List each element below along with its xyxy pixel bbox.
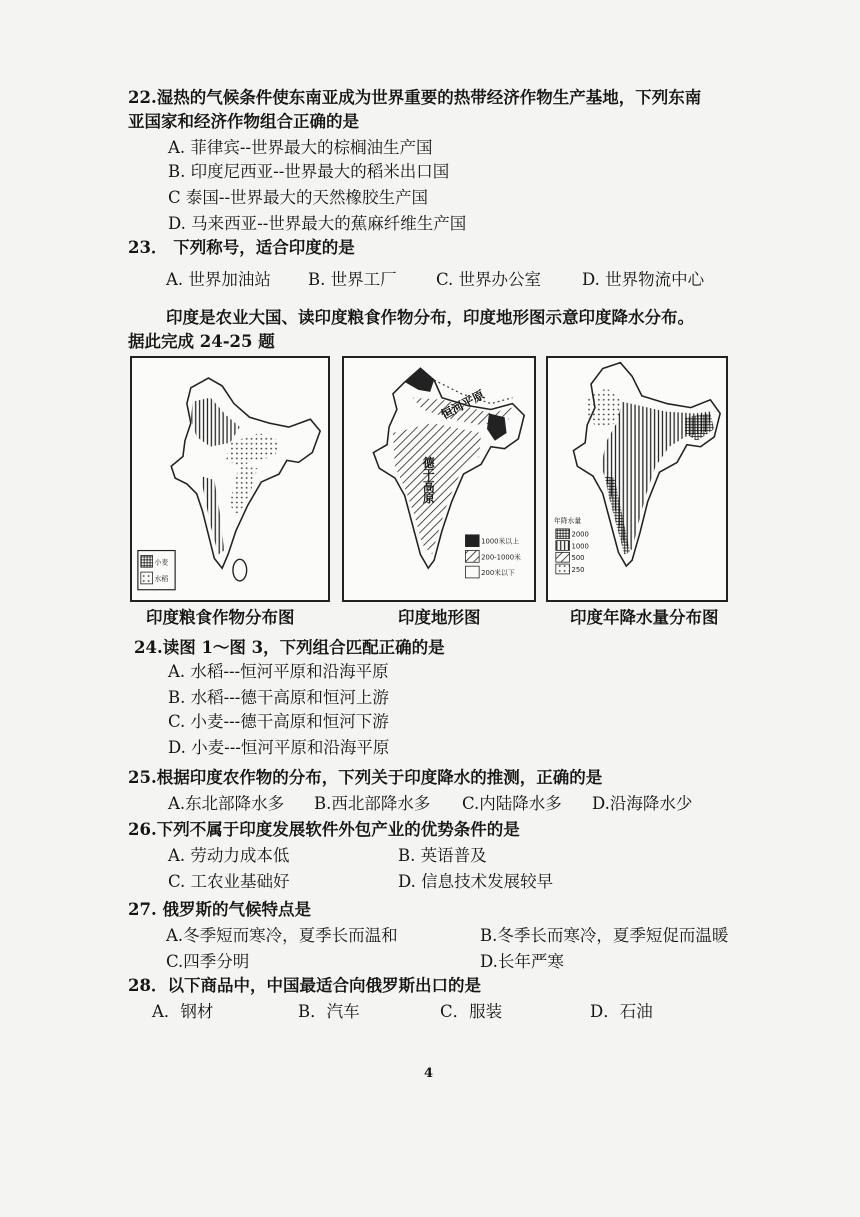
question-23-option-b: B. 世界工厂	[308, 270, 397, 289]
question-23-option-d: D. 世界物流中心	[582, 270, 705, 289]
sri-lanka	[233, 559, 247, 581]
rice-legend-label: 水稻	[154, 574, 169, 583]
question-25-options	[0, 792, 860, 816]
question-23-option-a: A. 世界加油站	[166, 270, 271, 289]
question-25-option-d: D.沿海降水少	[592, 794, 693, 813]
question-23-options	[0, 268, 860, 292]
question-28-options	[0, 1000, 860, 1024]
legend-2000-label: 2000	[571, 530, 589, 539]
question-26-option-a: A. 劳动力成本低	[168, 846, 290, 865]
deccan-plateau-label: 德干高原	[421, 456, 436, 504]
question-24-option-b: B. 水稻---德干高原和恒河上游	[168, 688, 389, 707]
rice-region	[226, 433, 279, 466]
map2-caption: 印度地形图	[398, 608, 481, 627]
question-28-option-b: B．汽车	[298, 1002, 360, 1021]
question-22-option-c: C 泰国--世界最大的天然橡胶生产国	[168, 188, 429, 207]
rice-legend-swatch	[141, 572, 153, 584]
legend-swatch-250	[556, 564, 570, 574]
legend-swatch-mid	[465, 550, 479, 562]
intro-text: 印度是农业大国、读印度粮食作物分布，印度地形图示意印度降水分布。	[166, 308, 694, 327]
india-terrain-map	[342, 356, 536, 602]
question-22-option-b: B. 印度尼西亚--世界最大的稻米出口国	[168, 162, 450, 181]
question-27-stem: 27. 俄罗斯的气候特点是	[128, 900, 311, 919]
legend-500-label: 500	[571, 554, 585, 563]
wheat-legend-swatch	[141, 555, 153, 567]
question-23-stem: 23． 下列称号，适合印度的是	[128, 238, 355, 257]
question-26-option-b: B. 英语普及	[398, 846, 487, 865]
question-27-option-c: C.四季分明	[166, 952, 250, 971]
question-22-option-a: A. 菲律宾--世界最大的棕榈油生产国	[168, 138, 433, 157]
question-26-option-c: C. 工农业基础好	[168, 872, 290, 891]
legend-swatch-low	[465, 566, 479, 578]
mountain-region	[405, 368, 434, 392]
legend-1000-label: 1000	[571, 542, 589, 551]
precip-legend-title: 年降水量	[553, 517, 582, 526]
question-23-option-c: C. 世界办公室	[436, 270, 542, 289]
question-28-option-d: D．石油	[590, 1002, 653, 1021]
question-27-option-d: D.长年严寒	[480, 952, 564, 971]
question-28-option-a: A．钢材	[152, 1002, 214, 1021]
question-24-stem: 24.读图 1～图 3，下列组合匹配正确的是	[134, 638, 445, 657]
question-24-option-d: D. 小麦---恒河平原和沿海平原	[168, 738, 390, 757]
legend-swatch-high	[465, 535, 479, 547]
india-terrain-map-graphic	[344, 358, 534, 600]
map1-caption: 印度粮食作物分布图	[146, 608, 295, 627]
india-crop-map-graphic	[132, 358, 328, 600]
india-maps-figure	[130, 356, 728, 606]
question-27-option-a: A.冬季短而寒冷，夏季长而温和	[166, 926, 398, 945]
very-wet-northeast	[685, 413, 714, 440]
map3-caption: 印度年降水量分布图	[570, 608, 719, 627]
question-25-option-a: A.东北部降水多	[168, 794, 285, 813]
question-22-option-d: D. 马来西亚--世界最大的蕉麻纤维生产国	[168, 214, 467, 233]
legend-250-label: 250	[571, 565, 585, 574]
question-25-option-b: B.西北部降水多	[314, 794, 431, 813]
ganges-plain-label: 恒河平原	[438, 387, 487, 422]
question-27-option-b: B.冬季长而寒冷，夏季短促而温暖	[480, 926, 729, 945]
intro-text-cont: 据此完成 24-25 题	[128, 332, 275, 351]
legend-swatch-500	[556, 552, 570, 562]
india-precipitation-map	[546, 356, 728, 602]
northeast-hills	[487, 413, 507, 440]
page-number: 4	[424, 1066, 434, 1081]
legend-low-label: 200米以下	[481, 568, 515, 577]
legend-swatch-2000	[556, 529, 570, 539]
question-24-option-c: C. 小麦---德干高原和恒河下游	[168, 712, 389, 731]
legend-mid-label: 200-1000米	[481, 553, 521, 562]
wheat-legend-label: 小麦	[154, 558, 169, 567]
question-28-option-c: C．服装	[440, 1002, 503, 1021]
question-25-option-c: C.内陆降水多	[462, 794, 562, 813]
question-26-stem: 26.下列不属于印度发展软件外包产业的优势条件的是	[128, 820, 520, 839]
question-24-option-a: A. 水稻---恒河平原和沿海平原	[168, 662, 389, 681]
question-26-option-d: D. 信息技术发展较早	[398, 872, 554, 891]
india-precipitation-map-graphic	[548, 358, 726, 600]
question-25-stem: 25.根据印度农作物的分布，下列关于印度降水的推测，正确的是	[128, 768, 603, 787]
legend-swatch-1000	[556, 541, 570, 551]
question-22-stem-cont: 亚国家和经济作物组合正确的是	[128, 112, 359, 131]
question-22-stem: 22.湿热的气候条件使东南亚成为世界重要的热带经济作物生产基地，下列东南	[128, 88, 702, 107]
question-28-stem: 28．以下商品中，中国最适合向俄罗斯出口的是	[128, 976, 481, 995]
india-crop-map	[130, 356, 330, 602]
legend-high-label: 1000米以上	[481, 537, 520, 546]
rice-region-east	[230, 466, 257, 515]
wheat-region	[191, 398, 240, 447]
